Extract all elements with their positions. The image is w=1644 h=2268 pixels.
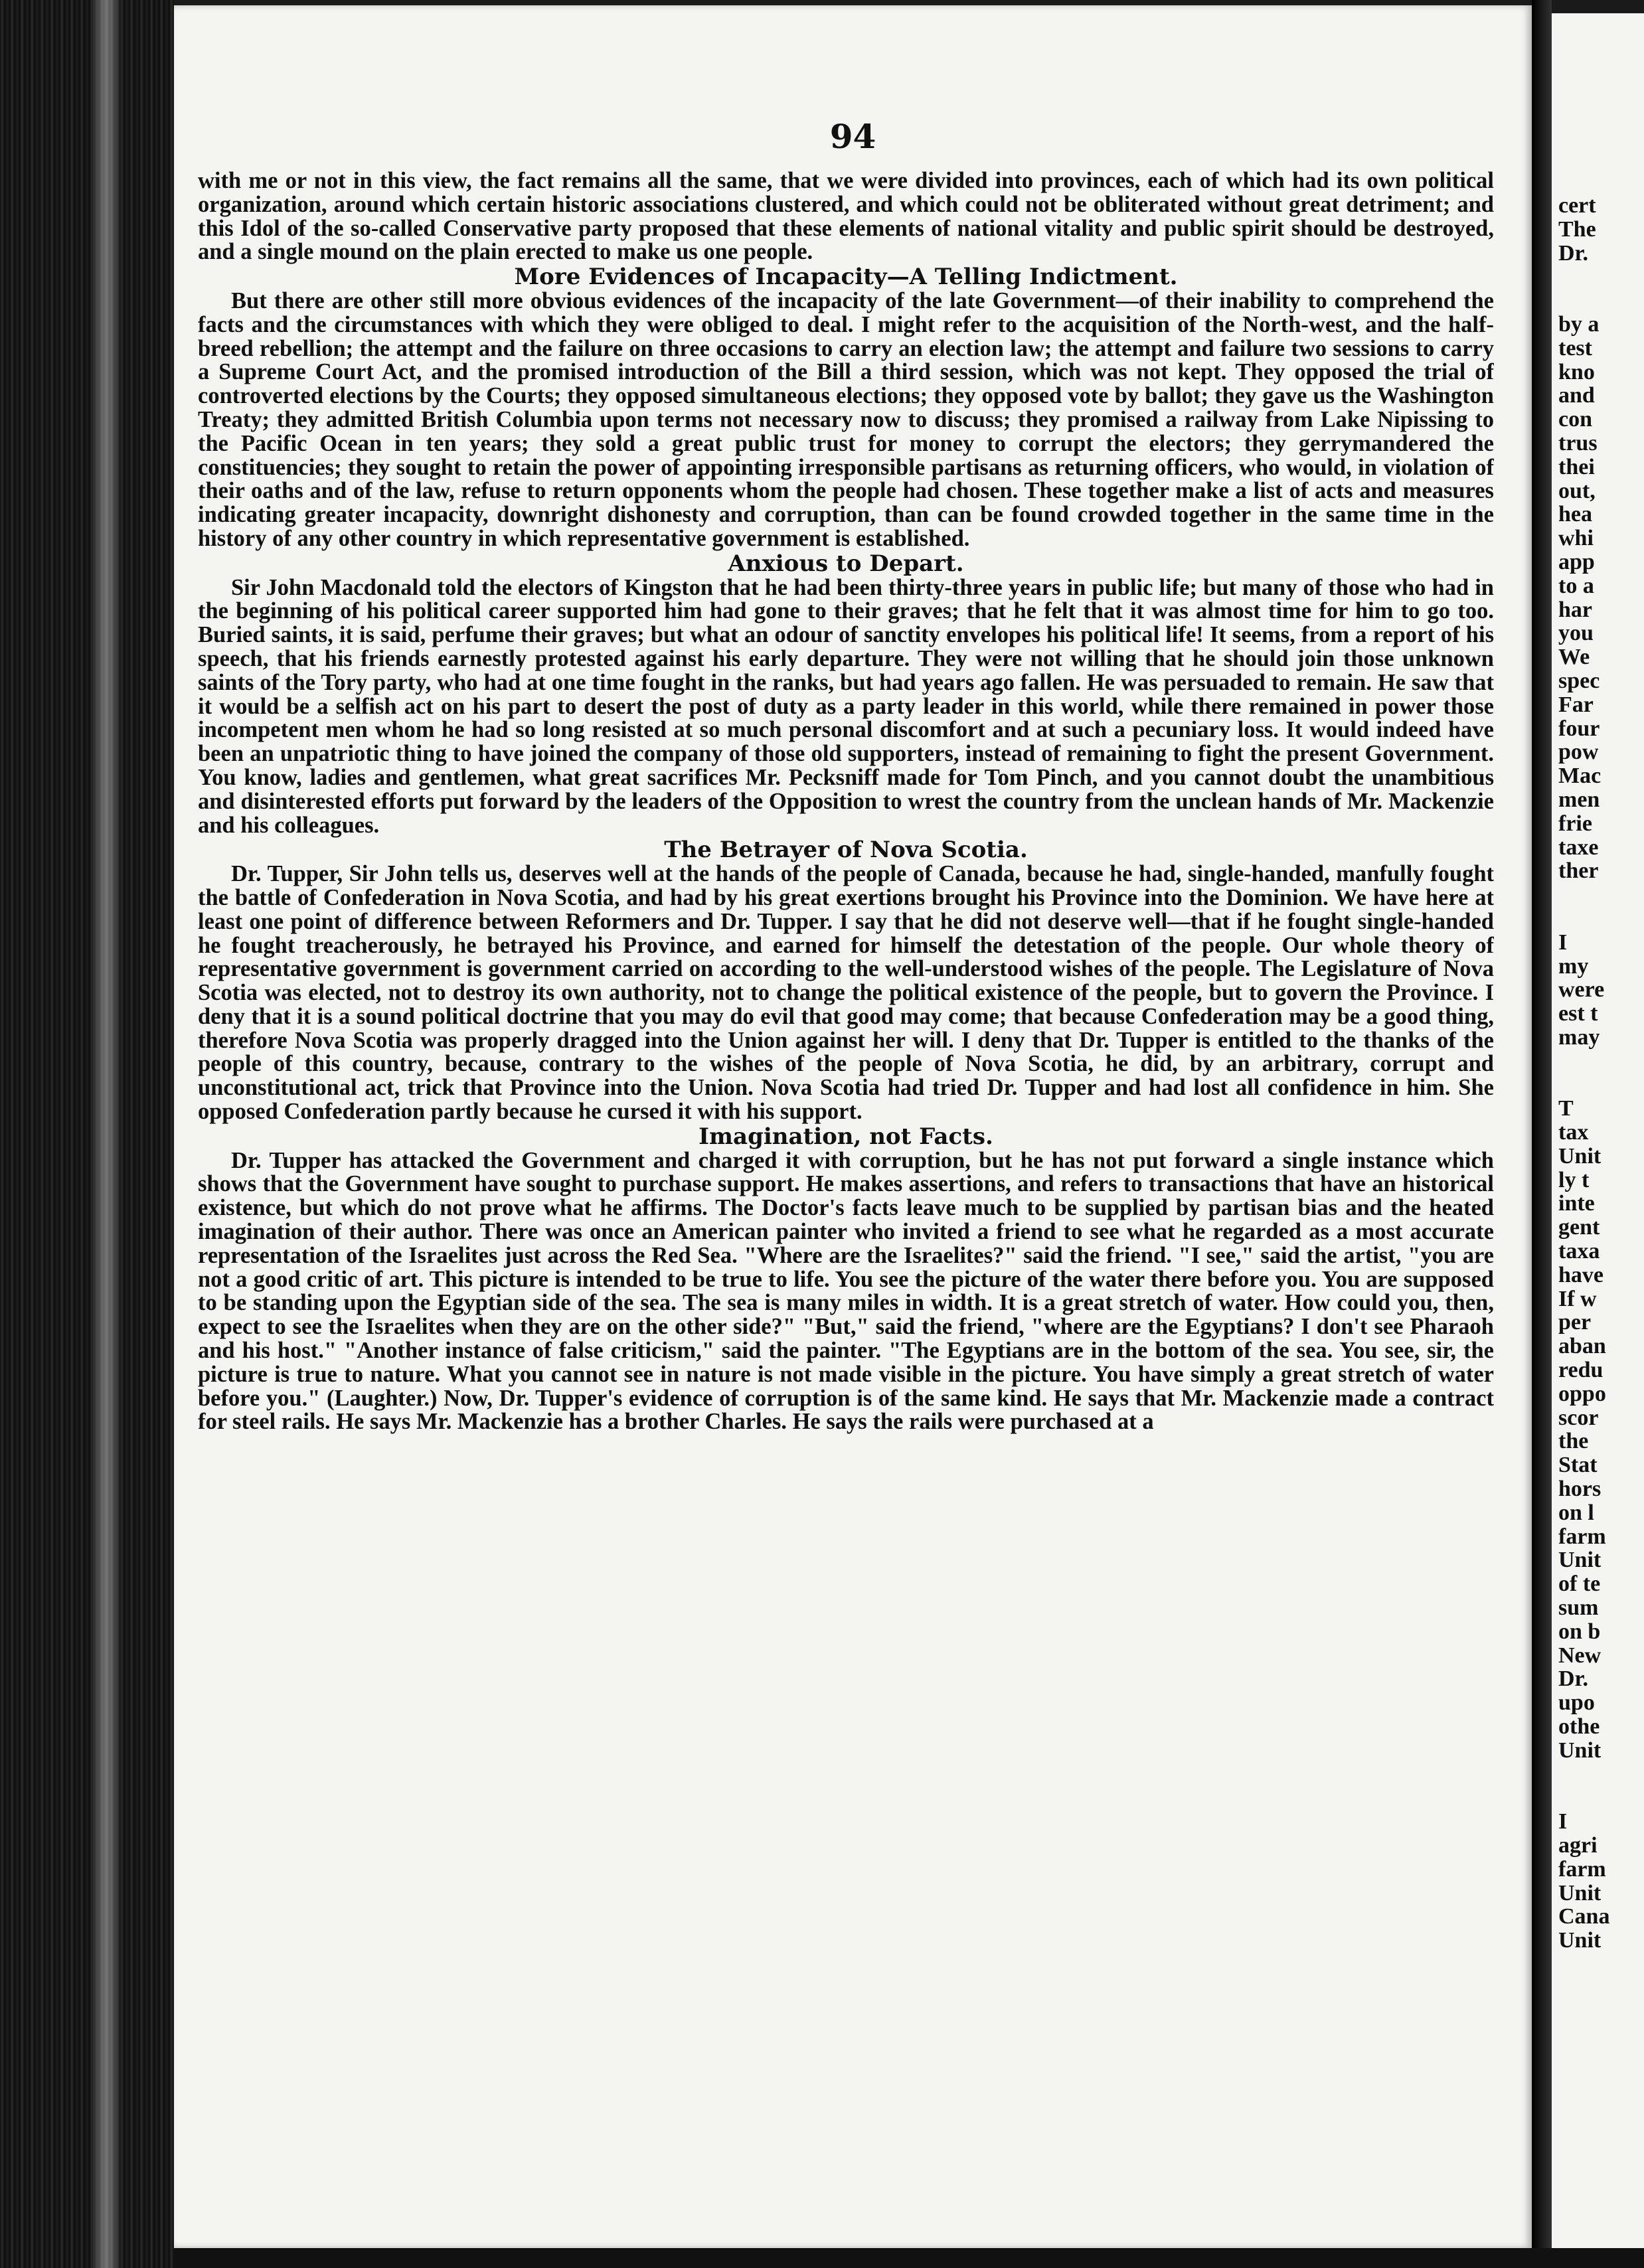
facing-page-line: and [1558, 383, 1595, 408]
facing-page-line: Unit [1558, 1548, 1602, 1573]
facing-page-line: kno [1558, 359, 1595, 384]
facing-page-line [1558, 289, 1644, 313]
section-heading: Imagination, not Facts. [699, 1123, 993, 1150]
facing-page-line: per [1558, 1310, 1592, 1335]
binding-highlight [93, 0, 120, 2268]
facing-page-line: I [1558, 1809, 1568, 1834]
facing-page-line: Dr. [1558, 1666, 1589, 1692]
facing-page-line: redu [1558, 1358, 1603, 1383]
facing-page-line: Stat [1558, 1453, 1598, 1478]
facing-page-line: were [1558, 977, 1605, 1003]
paragraph: Dr. Tupper has attacked the Government and charged it with corruption, but he has not put forward a single instance which shows that the Government have sought to purchase support. He makes assertions, and refers to transactions that have an historical existence, but which do not prove what he affirms. The Doctor's facts leave much to be supplied by partisan bias and the heated imagination of their author. There was once an American painter who invited a friend to see what he regarded as a most accurate representation of the Israelites just across the Red Sea. "Where are the Israelites?" said the friend. "I see," said the artist, "you are not a good critic of art. This picture is intended to be true to life. You see the picture of the water there before you. You are supposed to be standing upon the Egyptian side of the sea. The sea is many miles in width. It is a great stretch of water. How could you, then, expect to see the Israelites when they are on the other side?" "But," said the friend, "where are the Egyptians? I don't see Pharaoh and his host." "Another instance of false criticism," said the painter. "The Egyptians are in the bottom of the sea. You see, sir, the picture is true to nature. What you cannot see in nature is not made visible in the picture. You have simply a great stretch of water before you." (Laughter.) Now, Dr. Tupper's evidence of corruption is of the same kind. He says that Mr. Mackenzie made a contract for steel rails. He says Mr. Mackenzie has a brother Charles. He says the rails were purchased at a [198, 1147, 1494, 1435]
page-fold-shadow [1532, 0, 1552, 2268]
facing-page-line: on b [1558, 1619, 1601, 1644]
facing-page-line: Far [1558, 692, 1594, 717]
facing-page-line: taxa [1558, 1239, 1600, 1264]
facing-page [1552, 13, 1644, 2257]
facing-page-line: gent [1558, 1215, 1600, 1240]
facing-page-line: upo [1558, 1690, 1595, 1716]
facing-page-line: est t [1558, 1001, 1598, 1026]
facing-page-line: Cana [1558, 1904, 1610, 1929]
facing-page-line: agri [1558, 1832, 1598, 1858]
facing-page-line: pow [1558, 740, 1599, 765]
facing-page-line [1558, 907, 1644, 931]
facing-page-line [1558, 1073, 1644, 1097]
facing-page-line: Unit [1558, 1143, 1602, 1169]
facing-page-line: Dr. [1558, 240, 1589, 266]
facing-page-line: thei [1558, 454, 1595, 479]
facing-page-line: oppo [1558, 1381, 1606, 1406]
facing-page-line: frie [1558, 811, 1592, 836]
facing-page-line: farm [1558, 1524, 1606, 1549]
facing-page-line: aban [1558, 1334, 1606, 1359]
facing-page-line: four [1558, 716, 1600, 741]
facing-page-line [1558, 1050, 1644, 1074]
facing-page-line: app [1558, 549, 1595, 574]
facing-page-line: con [1558, 407, 1592, 432]
facing-page-line: othe [1558, 1714, 1600, 1739]
facing-page-line: hea [1558, 502, 1592, 527]
paragraph: Sir John Macdonald told the electors of Kingston that he had been thirty-three years in public life; but many of those who had in the beginning of his political career supported him had gone to their graves; that he felt that it was almost time for him to go too. Buried saints, it is said, perfume their graves; but what an odour of sanctity envelopes his political life! It seems, from a report of his speech, that his friends earnestly protested against his early departure. They were not willing that he should join those unknown saints of the Tory party, who had at one time fought in the ranks, but had years ago fallen. He was persuaded to remain. He saw that it would be a selfish act on his part to desert the post of duty as a party leader in this world, while there remained in power those incompetent men whom he had so long resisted at so much personal discomfort and at such a pecuniary loss. It would indeed have been an unpatriotic thing to have joined the company of those old supporters, instead of remaining to fight the present Government. You know, ladies and gentlemen, what great sacrifices Mr. Pecksniff made for Tom Pinch, and you cannot doubt the unambitious and disinterested efforts put forward by the leaders of the Opposition to wrest the country from the unclean hands of Mr. Mackenzie and his colleagues. [198, 574, 1494, 838]
facing-page-line: ther [1558, 858, 1599, 884]
facing-page-line: may [1558, 1024, 1600, 1050]
facing-page-line: Unit [1558, 1880, 1602, 1905]
facing-page-line: trus [1558, 430, 1598, 455]
facing-page-line: If w [1558, 1286, 1597, 1311]
facing-page-line: We [1558, 645, 1590, 670]
facing-page-line [1558, 265, 1644, 289]
facing-page-line: my [1558, 953, 1589, 979]
facing-page-text [1558, 194, 1644, 1953]
facing-page-line: by a [1558, 311, 1600, 337]
facing-page-line: the [1558, 1429, 1589, 1454]
facing-page-line: New [1558, 1643, 1602, 1668]
facing-page-line [1558, 1763, 1644, 1787]
facing-page-line: tax [1558, 1120, 1589, 1145]
paragraph: Dr. Tupper, Sir John tells us, deserves well at the hands of the people of Canada, because he had, single-handed, manfully fought the battle of Confederation in Nova Scotia, and had by his great exertions brought his Province into the Dominion. We have here at least one point of difference between Reformers and Dr. Tupper. I say that he did not deserve well—that if he fought single-handed he fought treacherously, he betrayed his Province, and earned for himself the detestation of the people. Our whole theory of representative government is government carried on according to the well-understood wishes of the people. The Legislature of Nova Scotia was elected, not to destroy its own authority, not to change the political existence of the people, but to govern the Province. I deny that it is a sound political doctrine that you may do evil that good may come; that because Confederation may be a good thing, therefore Nova Scotia was properly dragged into the Union against her will. I deny that Dr. Tupper is entitled to the thanks of the people of this country, because, contrary to the wishes of the people of Nova Scotia, he did, by an arbitrary, corrupt and unconstitutional act, trick that Province into the Union. Nova Scotia had tried Dr. Tupper and had lost all confidence in him. She opposed Confederation partly because he cursed it with his support. [198, 861, 1494, 1125]
facing-page-line: men [1558, 787, 1600, 812]
facing-page-line: inte [1558, 1191, 1595, 1216]
facing-page-line: have [1558, 1262, 1603, 1287]
facing-page-line: Unit [1558, 1738, 1602, 1763]
section-heading: Anxious to Depart. [728, 550, 964, 577]
facing-page-line: you [1558, 621, 1594, 646]
facing-page-line: I [1558, 930, 1568, 955]
section-heading: More Evidences of Incapacity—A Telling Indictment. [514, 264, 1178, 291]
document-body [198, 169, 1494, 2214]
facing-page-line: to a [1558, 573, 1594, 598]
facing-page-line: The [1558, 216, 1596, 242]
binding-gutter [0, 0, 174, 2268]
facing-page-line: sum [1558, 1595, 1599, 1621]
facing-page-line: on l [1558, 1500, 1594, 1525]
facing-page-line: farm [1558, 1856, 1606, 1882]
facing-page-line: whi [1558, 526, 1594, 551]
facing-page-line: har [1558, 597, 1592, 622]
facing-page-line: out, [1558, 478, 1596, 503]
facing-page-line: test [1558, 335, 1592, 361]
paragraph: But there are other still more obvious evidences of the incapacity of the late Government—of their inability to comprehend the facts and the circumstances with which they were obliged to deal. I might refer to the acquisition of the North-west, and the half-breed rebellion; the attempt and the failure on three occasions to carry an election law; the attempt and failure two sessions to carry a Supreme Court Act, and the promised introduction of the Bill a third session, which was not kept. They opposed the trial of controverted elections by the Courts; they opposed simultaneous elections; they opposed vote by ballot; they gave us the Washington Treaty; they admitted British Columbia upon terms not necessary now to discuss; they promised a railway from Lake Nipissing to the Pacific Ocean in ten years; they sold a great public trust for money to corrupt the electors; they gerrymandered the constituencies; they sought to retain the power of appointing irresponsible partisans as returning officers, who would, in violation of their oaths and of the law, refuse to return opponents whom the people had chosen. These together make a list of acts and measures indicating greater incapacity, downright dishonesty and corruption, than can be found crowded together in the same time in the history of any other country in which representative government is established. [198, 287, 1494, 551]
facing-page-line: T [1558, 1096, 1574, 1121]
facing-page-line: hors [1558, 1477, 1602, 1502]
page-number: 94 [829, 117, 876, 156]
bottom-edge [174, 2248, 1644, 2268]
facing-page-line: ly t [1558, 1167, 1590, 1192]
facing-page-line: spec [1558, 668, 1600, 693]
facing-page-line: scor [1558, 1405, 1599, 1430]
section-heading: The Betrayer of Nova Scotia. [664, 837, 1028, 864]
paragraph: with me or not in this view, the fact remains all the same, that we were divided into provinces, each of which had its own political organization, around which certain historic associations clustered, and which could not be obliterated without great detriment; and this Idol of the so-called Conservative party proposed that these elements of national vitality and public spirit should be destroyed, and a single mound on the plain erected to make us one people. [198, 169, 1494, 265]
facing-page-line [1558, 1786, 1644, 1810]
facing-page-line: Unit [1558, 1928, 1602, 1953]
facing-page-line: taxe [1558, 835, 1599, 860]
facing-page-line [1558, 883, 1644, 907]
facing-page-line: cert [1558, 193, 1596, 218]
facing-page-line: of te [1558, 1572, 1601, 1597]
facing-page-line: Mac [1558, 764, 1602, 789]
